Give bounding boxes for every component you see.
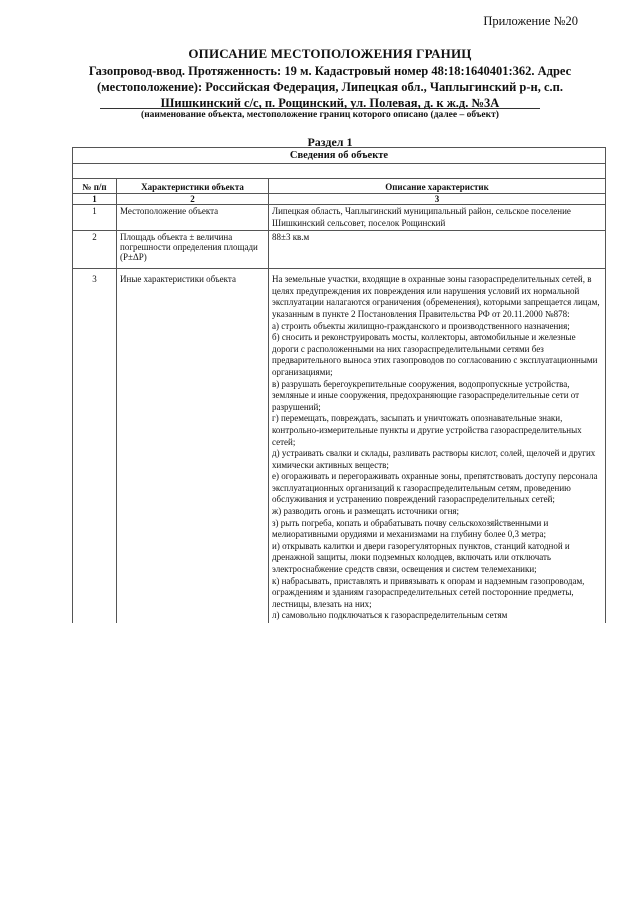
table-row — [73, 205, 606, 231]
object-info-table — [72, 147, 606, 623]
row-number: 3 — [73, 269, 117, 623]
restriction-item: а) строить объекты жилищно-гражданского и производственного назначения; — [272, 320, 570, 331]
title-block — [70, 46, 590, 111]
restriction-item: л) самовольно подключаться к газораспределительным сетям — [272, 610, 508, 621]
table-section-header: Сведения об объекте — [73, 148, 606, 164]
table-blank-cell — [73, 164, 606, 179]
table-row — [73, 231, 606, 269]
restriction-item: з) рыть погреба, копать и обрабатывать почву сельскохозяйственными и мелиоративными орудиями и механизмами на глубину более 0,3 метра; — [272, 517, 549, 540]
row-description — [269, 269, 606, 623]
restriction-item: д) устраивать свалки и склады, разливать растворы кислот, солей, щелочей и других химически активных веществ; — [272, 448, 596, 470]
object-name-note: (наименование объекта, местоположение границ которого описано (далее – объект) — [141, 110, 499, 120]
restriction-item: ж) разводить огонь и размещать источники огня; — [272, 506, 460, 517]
column-number-1: 1 — [73, 194, 117, 205]
row-label: Иные характеристики объекта — [117, 269, 269, 623]
restriction-item: е) огораживать и перегораживать охранные зоны, препятствовать доступу персонала эксплуатационных организаций к газораспределительным сетям, проведению обслуживания и устранению повреждений газораспределительных сетей; — [272, 471, 598, 505]
column-header-number: № п/п — [73, 179, 117, 194]
column-header-description: Описание характеристик — [269, 179, 606, 194]
table-row — [73, 269, 606, 623]
column-header-characteristic: Характеристики объекта — [117, 179, 269, 194]
row-number: 2 — [73, 231, 117, 269]
table-header-row — [73, 179, 606, 194]
table-section-header-row — [73, 148, 606, 164]
appendix-label: Приложение №20 — [483, 14, 578, 28]
column-number-3: 3 — [269, 194, 606, 205]
document-title: ОПИСАНИЕ МЕСТОПОЛОЖЕНИЯ ГРАНИЦ — [188, 46, 472, 61]
restriction-item: и) открывать калитки и двери газорегуляторных пунктов, станций катодной и дренажной защиты, люки подземных колодцев, включать или отключать электроснабжение средств связи, освещения и систем телемеханики; — [272, 540, 570, 575]
document-subtitle: Газопровод-ввод. Протяженность: 19 м. Кадастровый номер 48:18:1640401:362. Адрес (местоположение): Российская Федерация, Липецкая обл., Чаплыгинский р-н, с.п. Шишкинский с/с, п. Рощинский, ул. Полевая, д. к ж.д. №3А — [88, 64, 572, 110]
restriction-item: На земельные участки, входящие в охранные зоны газораспределительных сетей, в целях предупреждения их повреждения или нарушения условий их нормальной эксплуатации налагаются ограничения (обременения), которыми запрещается лицам, указанным в пункте 2 Постановления Правительства РФ от 20.11.2000 №878: — [272, 274, 600, 319]
restriction-item: г) перемещать, повреждать, засыпать и уничтожать опознавательные знаки, контрольно-измерительные пункты и другие устройства газораспределительных сетей; — [272, 413, 582, 447]
row-description: Липецкая область, Чаплыгинский муниципальный район, сельское поселение Шишкинский сельсовет, поселок Рощинский — [269, 205, 606, 231]
restriction-item: в) разрушать берегоукрепительные сооружения, водопропускные устройства, земляные и иные сооружения, предохраняющие газораспределительные сети от разрушений; — [272, 378, 580, 412]
row-label: Местоположение объекта — [117, 205, 269, 231]
section-title: Раздел 1 — [307, 135, 353, 149]
title-underline — [100, 108, 540, 109]
column-number-row — [73, 194, 606, 205]
column-number-2: 2 — [117, 194, 269, 205]
row-description: 88±3 кв.м — [269, 231, 606, 269]
restriction-item: б) сносить и реконструировать мосты, коллекторы, автомобильные и железные дороги с расположенными на них газораспределительными сетями без предварительного выноса этих газопроводов по согласованию с эксплуатационными организациями; — [272, 332, 598, 377]
row-label: Площадь объекта ± величина погрешности определения площади (P±ΔP) — [117, 231, 269, 269]
table-blank-row — [73, 164, 606, 179]
restriction-item: к) набрасывать, приставлять и привязывать к опорам и надземным газопроводам, ограждениям и зданиям газораспределительных сетей посторонние предметы, лестницы, влезать на них; — [272, 575, 585, 609]
row-number: 1 — [73, 205, 117, 231]
